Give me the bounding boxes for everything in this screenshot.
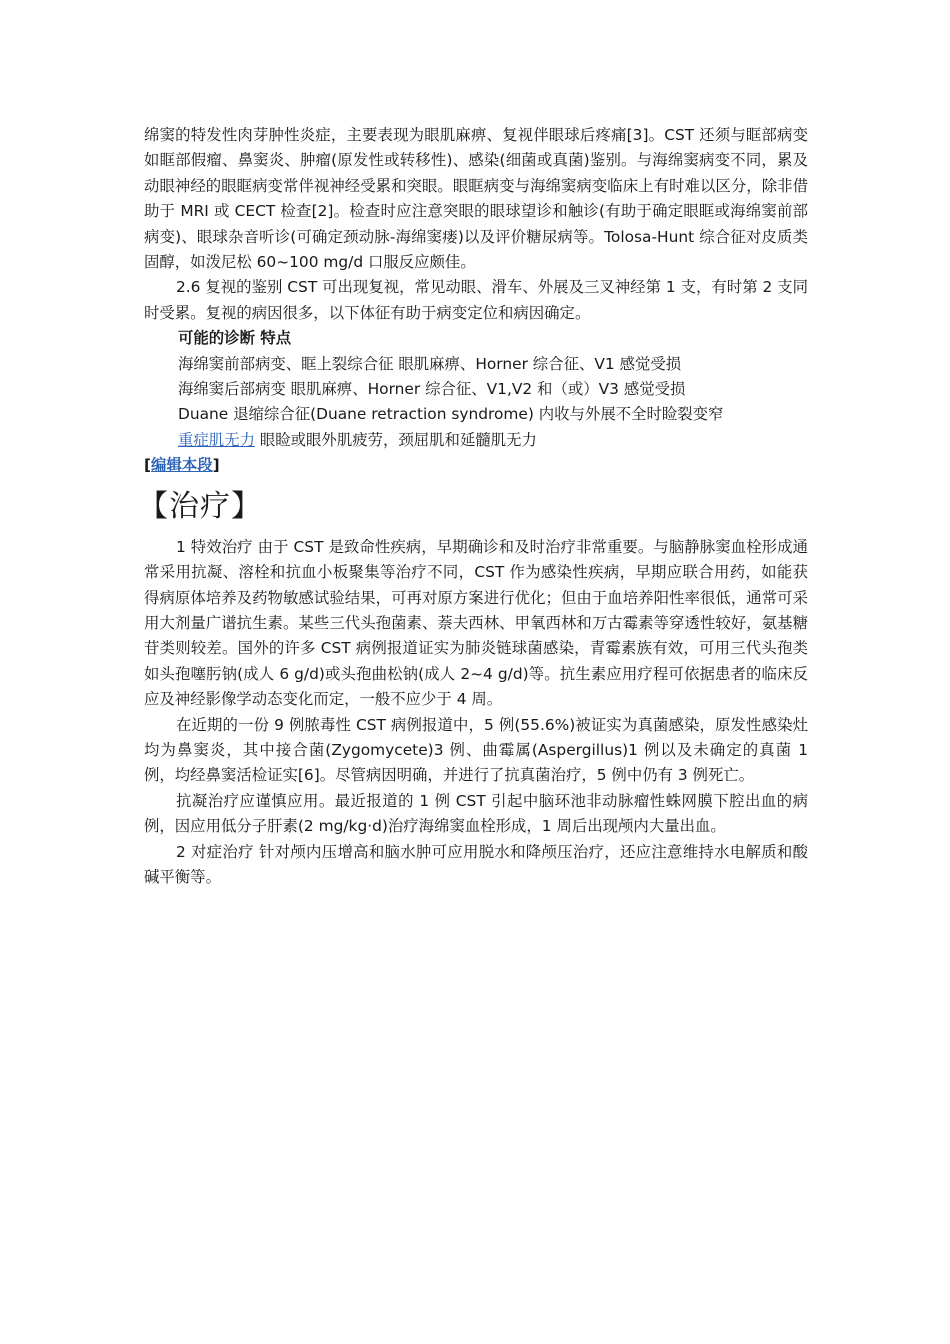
diagnosis-row-text: 眼睑或眼外肌疲劳，颈屈肌和延髓肌无力 — [254, 430, 537, 449]
diagnosis-table-header: 可能的诊断 特点 — [178, 329, 292, 348]
edit-section-link[interactable]: 编辑本段 — [151, 456, 213, 475]
document-page — [138, 123, 808, 890]
bracket-close: ] — [212, 456, 220, 475]
myasthenia-gravis-link[interactable]: 重症肌无力 — [178, 430, 255, 449]
paragraph-specific-treatment: 1 特效治疗 由于 CST 是致命性疾病，早期确诊和及时治疗非常重要。与脑静脉窦血栓形成通常采用抗凝、溶栓和抗血小板聚集等治疗不同，CST 作为感染性疾病，早期应联合用药，如能获得病原体培养及药物敏感试验结果，可再对原方案进行优化；但由于血培养阳性率很低，通常可采用大剂量广谱抗生素。某些三代头孢菌素、萘夫西林、甲氧西林和万古霉素等穿透性较好，氨基糖苷类则较差。国外的许多 CST 病例报道证实为肺炎链球菌感染，青霉素族有效，可用三代头孢类如头孢噻肟钠(成人 6 g/d)或头孢曲松钠(成人 2~4 g/d)等。抗生素应用疗程可依据患者的临床反应及神经影像学动态变化而定，一般不应少于 4 周。 — [144, 537, 808, 709]
paragraph-fungal-cases: 在近期的一份 9 例脓毒性 CST 病例报道中，5 例(55.6%)被证实为真菌感染，原发性感染灶均为鼻窦炎，其中接合菌(Zygomycete)3 例、曲霉属(Aspergillus)1 例以及未确定的真菌 1 例，均经鼻窦活检证实[6]。尽管病因明确，并进行了抗真菌治疗，5 例中仍有 3 例死亡。 — [144, 715, 808, 785]
section-title-treatment: 【治疗】 — [138, 488, 262, 524]
diagnosis-row: 海绵窦后部病变 眼肌麻痹、Horner 综合征、V1,V2 和（或）V3 感觉受损 — [178, 380, 686, 399]
paragraph-diplopia-differential: 2.6 复视的鉴别 CST 可出现复视，常见动眼、滑车、外展及三叉神经第 1 支，有时第 2 支同时受累。复视的病因很多，以下体征有助于病变定位和病因确定。 — [144, 278, 808, 322]
paragraph-anticoagulation: 抗凝治疗应谨慎应用。最近报道的 1 例 CST 引起中脑环池非动脉瘤性蛛网膜下腔出血的病例，因应用低分子肝素(2 mg/kg·d)治疗海绵窦血栓形成，1 周后出现颅内大量出血。 — [144, 791, 808, 836]
diagnosis-row-myasthenia — [144, 428, 808, 453]
diagnosis-row: Duane 退缩综合征(Duane retraction syndrome) 内收与外展不全时睑裂变窄 — [178, 405, 724, 424]
diagnosis-row: 海绵窦前部病变、眶上裂综合征 眼肌麻痹、Horner 综合征、V1 感觉受损 — [178, 354, 682, 373]
paragraph-differential-orbit: 绵窦的特发性肉芽肿性炎症，主要表现为眼肌麻痹、复视伴眼球后疼痛[3]。CST 还须与眶部病变如眶部假瘤、鼻窦炎、肿瘤(原发性或转移性)、感染(细菌或真菌)鉴别。与海绵窦病变不同，累及动眼神经的眼眶病变常伴视神经受累和突眼。眼眶病变与海绵窦病变临床上有时难以区分，除非借助于 MRI 或 CECT 检查[2]。检查时应注意突眼的眼球望诊和触诊(有助于确定眼眶或海绵窦前部病变)、眼球杂音听诊(可确定颈动脉-海绵窦瘘)以及评价糖尿病等。Tolosa-Hunt 综合征对皮质类固醇，如泼尼松 60~100 mg/d 口服反应颇佳。 — [144, 126, 808, 272]
bracket-open: [ — [144, 456, 152, 475]
paragraph-symptomatic-treatment: 2 对症治疗 针对颅内压增高和脑水肿可应用脱水和降颅压治疗，还应注意维持水电解质和酸碱平衡等。 — [144, 842, 808, 886]
edit-section-line — [144, 453, 808, 478]
